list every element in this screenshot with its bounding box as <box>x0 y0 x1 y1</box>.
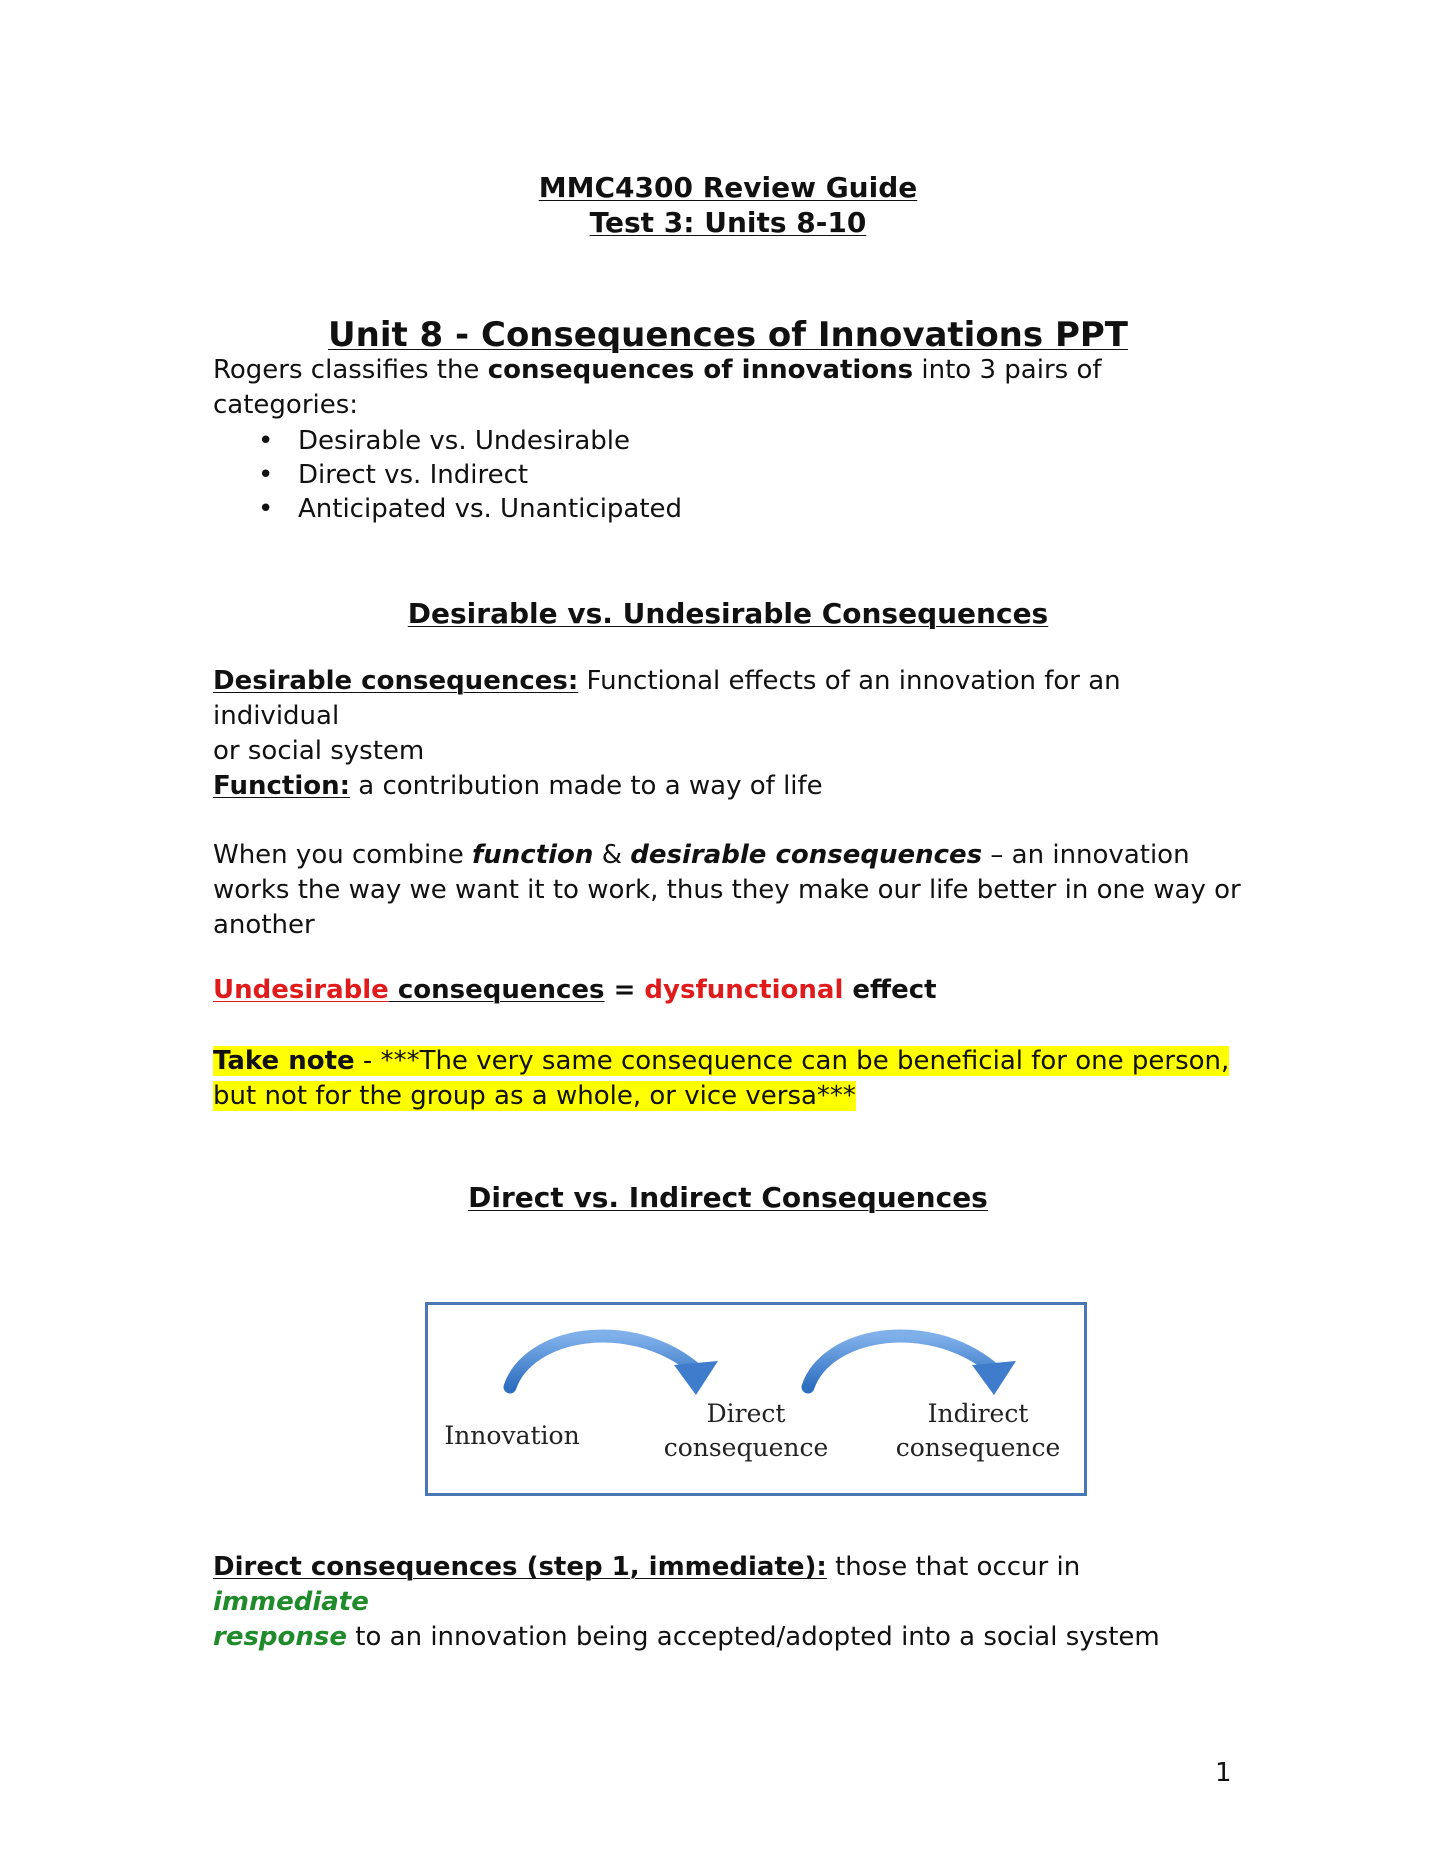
unit-8-intro: Rogers classifies the consequences of innovations into 3 pairs of categories: <box>213 355 1102 420</box>
combine-paragraph: When you combine function & desirable consequences – an innovation works the way we want it to work, thus they make our life better in one way or another <box>213 840 1241 940</box>
function-definition: Function: a contribution made to a way of life <box>213 771 823 801</box>
take-note-callout: Take note - ***The very same consequence can be beneficial for one person, but not for the group as a whole, or vice versa*** <box>213 1046 1230 1111</box>
desirable-definition: Desirable consequences: Functional effects of an innovation for an individual or social system <box>213 666 1121 766</box>
document-title <box>213 170 1243 240</box>
curved-arrow-icon <box>808 1336 1016 1395</box>
category-list <box>258 424 682 526</box>
take-note-label: Take note <box>213 1046 355 1076</box>
undesirable-word: Undesirable <box>213 975 389 1005</box>
page-number: 1 <box>1215 1758 1232 1788</box>
direct-definition: Direct consequences (step 1, immediate): those that occur in immediate response to an innovation being accepted/adopted into a social system <box>213 1552 1160 1652</box>
immediate-word: immediate <box>213 1587 369 1617</box>
dysfunctional-word: dysfunctional <box>644 975 844 1005</box>
direct-section-heading: Direct vs. Indirect Consequences <box>468 1181 988 1214</box>
title-line-1: MMC4300 Review Guide <box>538 171 918 204</box>
list-item: • Desirable vs. Undesirable <box>258 424 682 458</box>
function-term: Function: <box>213 771 351 801</box>
indirect-consequence-label: Indirect consequence <box>895 1399 1061 1462</box>
desirable-term: Desirable consequences: <box>213 666 579 696</box>
direct-term: Direct consequences (step 1, immediate): <box>213 1552 827 1582</box>
list-item: • Anticipated vs. Unanticipated <box>258 492 682 526</box>
title-line-2: Test 3: Units 8-10 <box>589 206 867 239</box>
response-word: response <box>213 1622 348 1652</box>
desirable-section-heading: Desirable vs. Undesirable Consequences <box>407 597 1049 630</box>
undesirable-equation: Undesirable consequences = dysfunctional effect <box>213 975 937 1005</box>
consequence-flow-diagram <box>425 1302 1087 1496</box>
list-item: • Direct vs. Indirect <box>258 458 682 492</box>
curved-arrow-icon <box>510 1336 718 1395</box>
direct-consequence-label: Direct consequence <box>663 1399 829 1462</box>
unit-8-heading: Unit 8 - Consequences of Innovations PPT <box>328 315 1128 355</box>
innovation-label: Innovation <box>444 1421 580 1450</box>
